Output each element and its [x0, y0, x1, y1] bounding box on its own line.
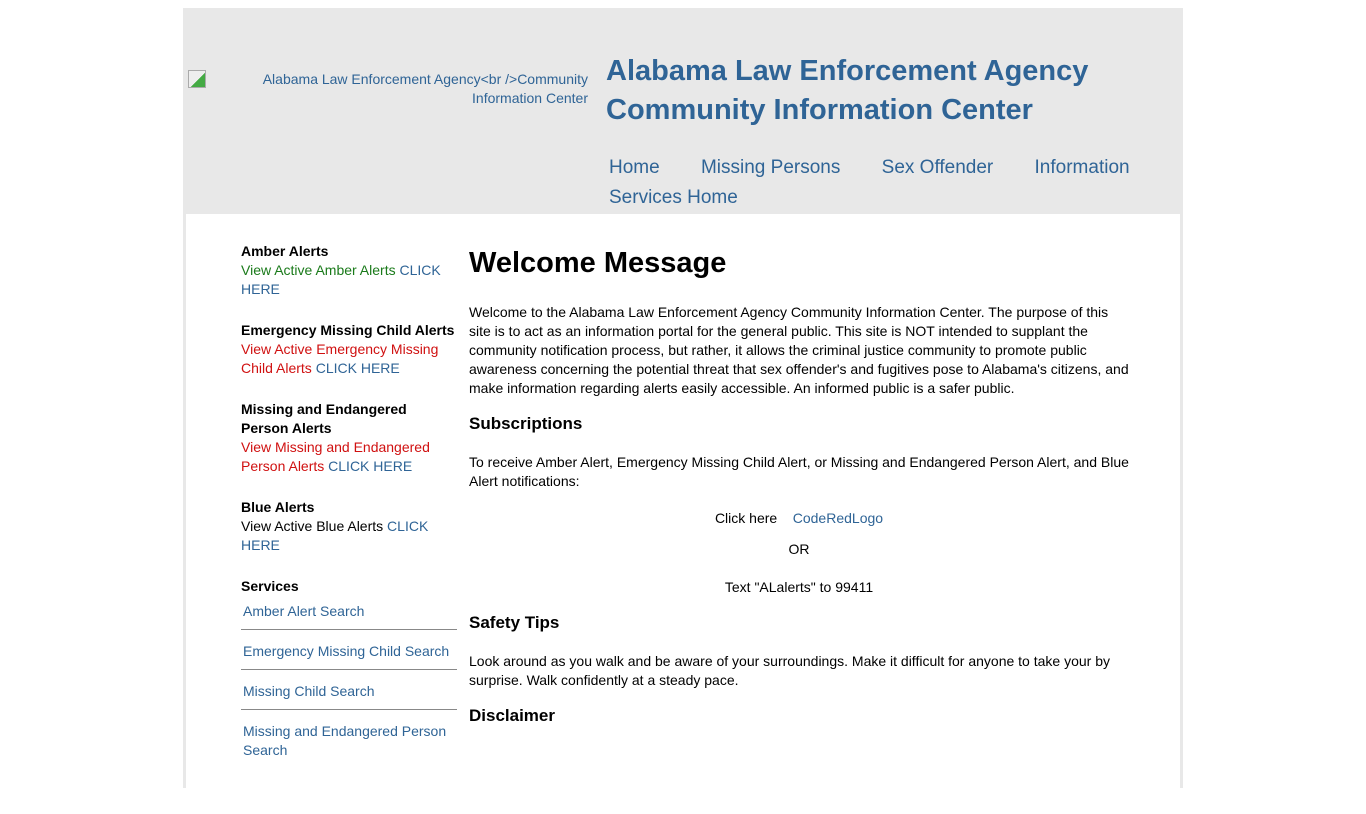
safety-heading: Safety Tips — [469, 613, 560, 632]
mep-link[interactable]: CLICK HERE — [328, 458, 413, 474]
nav-information-services[interactable]: Information Services Home — [609, 157, 1130, 208]
site-title — [606, 52, 1088, 130]
nav-missing-persons[interactable]: Missing Persons — [700, 157, 841, 178]
welcome-text: Welcome to the Alabama Law Enforcement Agency Community Information Center. The purpose of this site is to act as an information portal for the general public. This site is NOT intended to supplant the community notification process, but rather, it allows the criminal justice community to promote public awareness concerning the potential threat that sex offender's and fugitives pose to Alabama's citizens, and make information regarding alerts easily accessible. An informed public is a safer public. — [469, 304, 1129, 396]
click-here-label: Click here — [714, 510, 778, 526]
content-area — [186, 214, 1180, 814]
emc-link[interactable]: CLICK HERE — [315, 360, 400, 376]
main-content — [469, 247, 1129, 745]
services-title: Services — [241, 578, 299, 594]
nav-sex-offender[interactable]: Sex Offender — [881, 157, 994, 178]
service-emc-search[interactable]: Emergency Missing Child Search — [241, 640, 457, 670]
subscriptions-heading: Subscriptions — [469, 414, 583, 433]
blue-text: View Active Blue Alerts — [241, 518, 384, 534]
codered-row — [469, 509, 1129, 528]
blue-link[interactable]: CLICK HERE — [241, 518, 429, 553]
service-amber-search[interactable]: Amber Alert Search — [241, 600, 457, 630]
site-title-line-2: Community Information Center — [606, 94, 1033, 126]
amber-link[interactable]: CLICK HERE — [241, 262, 441, 297]
amber-text: View Active Amber Alerts — [241, 262, 396, 278]
sidebar — [241, 242, 457, 778]
page-header — [183, 8, 1183, 788]
safety-text: Look around as you walk and be aware of your surroundings. Make it difficult for anyone to take your by surprise. Walk confidently at a steady pace. — [469, 653, 1110, 688]
broken-image-icon — [188, 70, 206, 88]
text-alert-instructions: Text "ALalerts" to 99411 — [724, 579, 874, 595]
mep-title: Missing and Endangered Person Alerts — [241, 401, 407, 436]
amber-title: Amber Alerts — [241, 243, 329, 259]
page-title: Welcome Message — [469, 247, 727, 279]
service-mep-search[interactable]: Missing and Endangered Person Search — [243, 723, 447, 758]
or-text: OR — [788, 541, 810, 557]
logo-alt-text: Alabama Law Enforcement Agency<br />Community Information Center — [262, 71, 588, 106]
logo-image[interactable] — [188, 70, 588, 110]
emc-title: Emergency Missing Child Alerts — [241, 322, 455, 338]
disclaimer-heading: Disclaimer — [469, 706, 555, 725]
main-nav — [609, 153, 1149, 213]
subscriptions-text: To receive Amber Alert, Emergency Missing Child Alert, or Missing and Endangered Person Alert, and Blue Alert notifications: — [469, 454, 1129, 489]
emc-text: View Active Emergency Missing Child Alerts — [241, 341, 439, 376]
site-title-line-1: Alabama Law Enforcement Agency — [606, 55, 1089, 87]
nav-home[interactable]: Home — [609, 157, 660, 178]
blue-title: Blue Alerts — [241, 499, 315, 515]
mep-text: View Missing and Endangered Person Alerts — [241, 439, 430, 474]
service-missing-child-search[interactable]: Missing Child Search — [241, 680, 457, 710]
codered-logo-link[interactable]: CodeRedLogo — [792, 510, 884, 526]
